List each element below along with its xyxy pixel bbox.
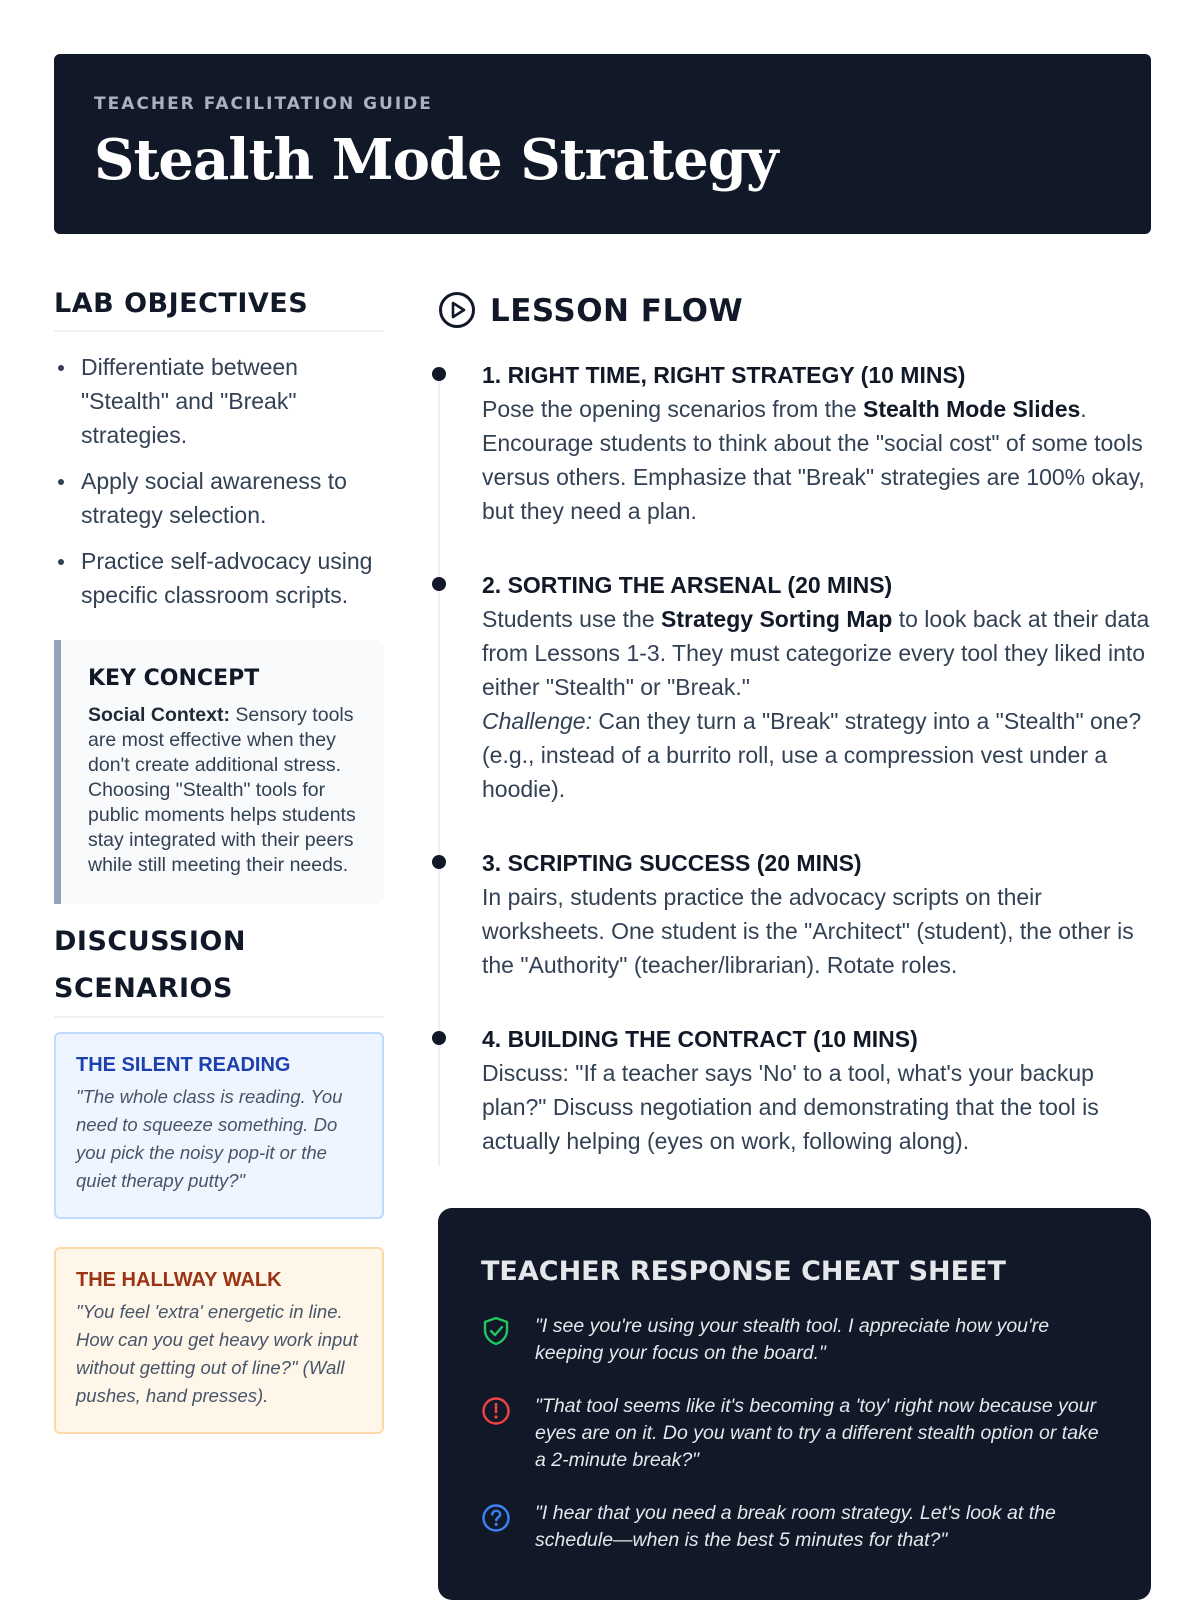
scenario-title: THE HALLWAY WALK [76, 1269, 282, 1292]
discussion-scenarios [54, 918, 384, 1434]
lesson-step-4 [438, 1022, 1151, 1158]
step-title: 1. RIGHT TIME, RIGHT STRATEGY (10 MINS) [482, 362, 966, 388]
step-body: In pairs, students practice the advocacy scripts on their worksheets. One student is the "Architect" (student), the other is the "Authority" (teacher/librarian). Rotate roles. [482, 884, 1134, 978]
step-body: Discuss: "If a teacher says 'No' to a tool, what's your backup plan?" Discuss negotiation and demonstrating that the tool is actually helping (eyes on work, following along). [482, 1060, 1099, 1154]
lesson-step-3 [438, 846, 1151, 982]
header-banner [54, 54, 1151, 234]
timeline-dot [432, 855, 446, 869]
step-highlight: Stealth Mode Slides [863, 396, 1081, 422]
lesson-flow-header [438, 288, 1151, 336]
scenario-quote: "You feel 'extra' energetic in line. How can you get heavy work input without getting out of line?" (Wall pushes, hand presses). [76, 1301, 358, 1407]
step-text: to look back at their data from Lessons 1-3. They must categorize every tool they liked into either "Stealth" or "Break." [482, 606, 1150, 700]
objective-item: Apply social awareness to strategy selection. [54, 464, 384, 532]
key-concept-label: Social Context: [88, 704, 230, 727]
step-body [482, 392, 1151, 528]
step-challenge [482, 704, 1151, 806]
lesson-flow-title: LESSON FLOW [490, 293, 744, 330]
step-title: 2. SORTING THE ARSENAL (20 MINS) [482, 572, 893, 598]
alert-circle-icon [481, 1395, 515, 1432]
right-column [438, 288, 1151, 1198]
lesson-timeline [438, 358, 1151, 1158]
play-circle-icon [438, 291, 476, 334]
step-text: . Encourage students to think about the "social cost" of some tools versus others. Emphasize that "Break" strategies are 100% okay, but they need a plan. [482, 396, 1145, 524]
response-item [481, 1393, 1111, 1474]
scenarios-title-line2: SCENARIOS [54, 973, 233, 1005]
timeline-dot [432, 577, 446, 591]
key-concept-body [88, 703, 362, 878]
teacher-response-cheat-sheet [438, 1208, 1151, 1600]
response-text: "I see you're using your stealth tool. I appreciate how you're keeping your focus on the board." [535, 1315, 1050, 1364]
left-column [54, 288, 384, 1434]
page-title: Stealth Mode Strategy [94, 127, 778, 193]
scenario-title: THE SILENT READING [76, 1054, 291, 1077]
scenarios-title-line1: DISCUSSION [54, 926, 246, 958]
objectives-title: LAB OBJECTIVES [54, 288, 384, 332]
step-text: Students use the [482, 606, 662, 632]
timeline-dot [432, 367, 446, 381]
step-highlight: Strategy Sorting Map [661, 606, 893, 632]
challenge-text: Can they turn a "Break" strategy into a "Stealth" one? (e.g., instead of a burrito roll, use a compression vest under a hoodie). [482, 708, 1142, 802]
step-title: 4. BUILDING THE CONTRACT (10 MINS) [482, 1026, 918, 1052]
response-text: "That tool seems like it's becoming a 'toy' right now because your eyes are on it. Do you want to try a different stealth option or take a 2-minute break?" [535, 1395, 1099, 1471]
response-text: "I hear that you need a break room strategy. Let's look at the schedule—when is the best 5 minutes for that?" [535, 1502, 1056, 1551]
key-concept-title: KEY CONCEPT [88, 666, 260, 692]
objective-item: Practice self-advocacy using specific classroom scripts. [54, 544, 384, 612]
lesson-step-2 [438, 568, 1151, 806]
challenge-label: Challenge: [482, 708, 592, 734]
key-concept-text: Sensory tools are most effective when they don't create additional stress. Choosing "Stealth" tools for public moments helps students stay integrated with their peers while still meeting their needs. [88, 704, 356, 877]
scenario-quote: "The whole class is reading. You need to squeeze something. Do you pick the noisy pop-it or the quiet therapy putty?" [76, 1086, 343, 1192]
step-body [482, 602, 1151, 704]
scenario-card-silent-reading [54, 1032, 384, 1219]
objectives-list [54, 350, 384, 612]
response-item [481, 1313, 1111, 1367]
key-concept-box [54, 640, 384, 904]
response-item [481, 1500, 1111, 1554]
lesson-step-1 [438, 358, 1151, 528]
timeline-dot [432, 1031, 446, 1045]
scenario-card-hallway-walk [54, 1247, 384, 1434]
step-text: Pose the opening scenarios from the [482, 396, 864, 422]
cheat-sheet-title: TEACHER RESPONSE CHEAT SHEET [481, 1256, 1006, 1287]
shield-check-icon [481, 1315, 515, 1352]
help-circle-icon [481, 1502, 515, 1539]
objective-item: Differentiate between "Stealth" and "Break" strategies. [54, 350, 384, 452]
step-title: 3. SCRIPTING SUCCESS (20 MINS) [482, 850, 862, 876]
scenarios-title [54, 918, 384, 1018]
guide-eyebrow: TEACHER FACILITATION GUIDE [94, 94, 433, 114]
